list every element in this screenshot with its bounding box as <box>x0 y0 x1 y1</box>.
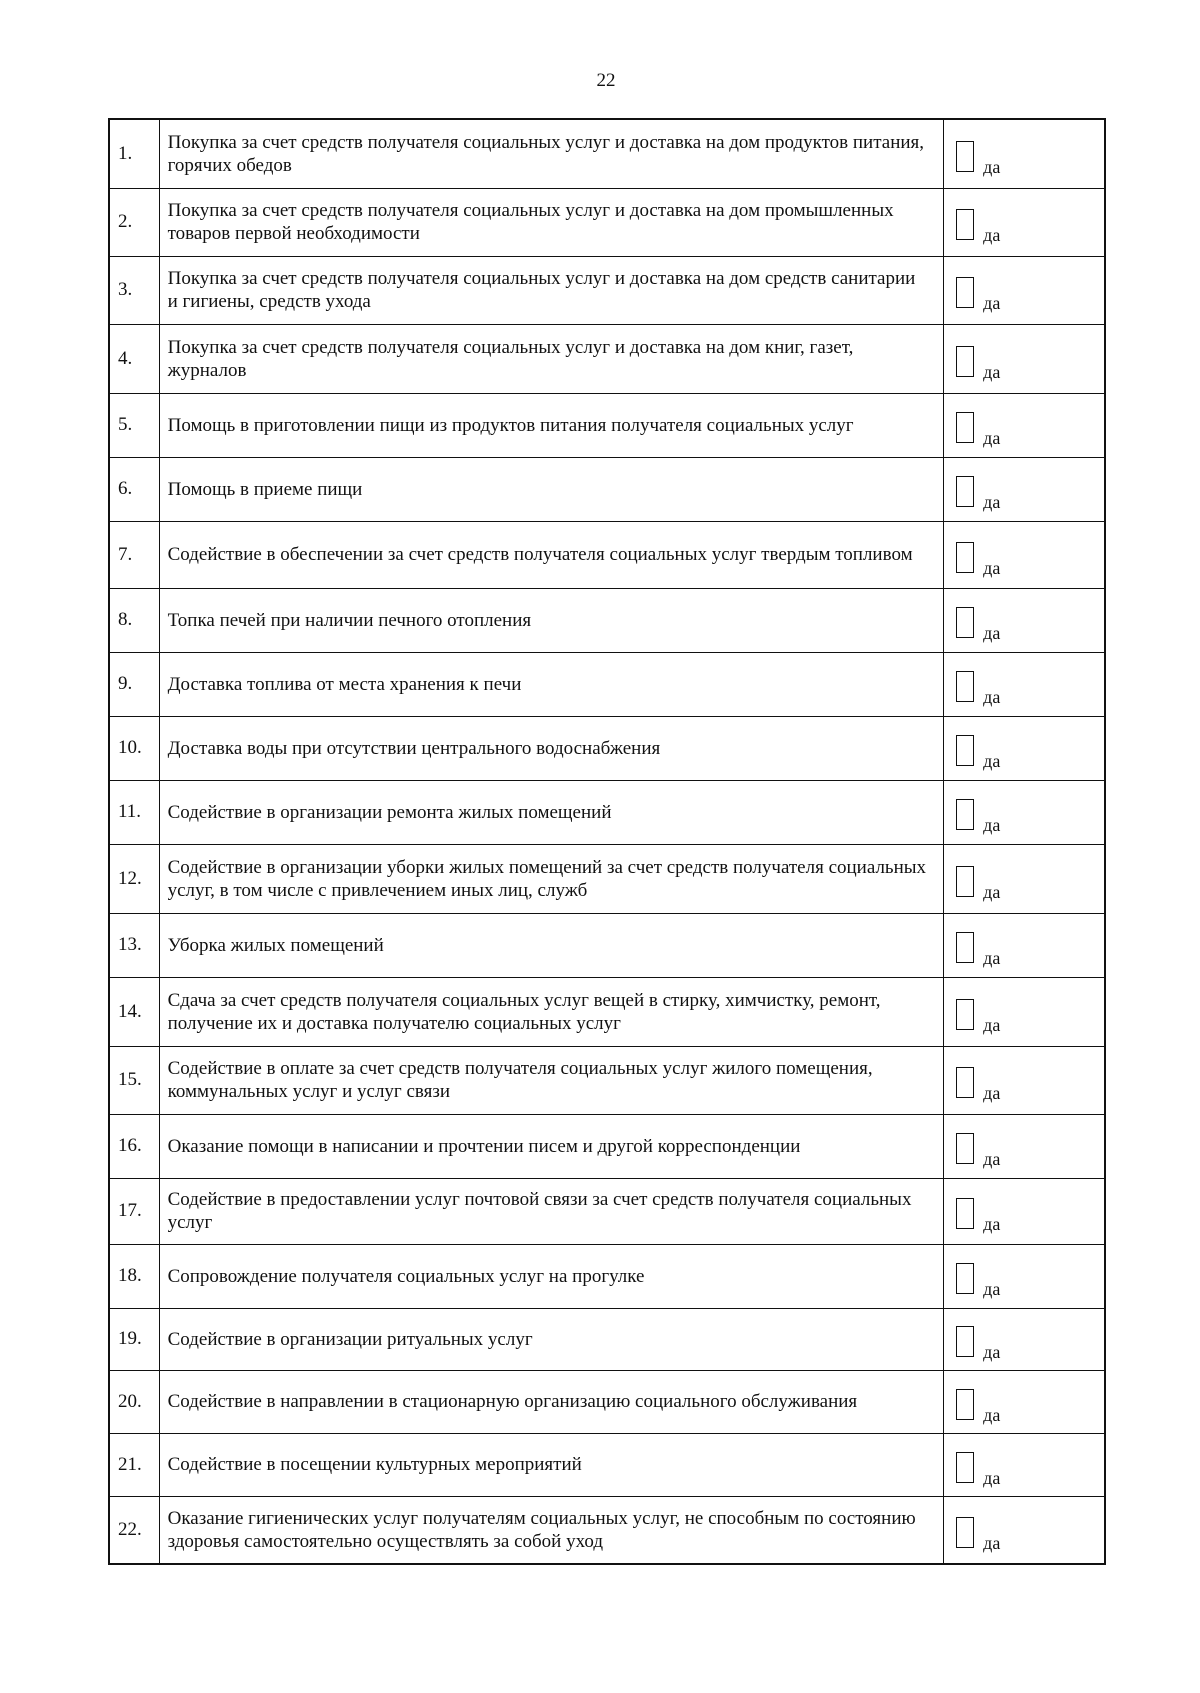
table-row <box>109 324 1105 393</box>
row-number: 14. <box>109 977 159 1046</box>
checkbox-label: да <box>983 293 1001 313</box>
table-row <box>109 780 1105 844</box>
checkbox-label: да <box>983 1083 1001 1103</box>
row-number: 9. <box>109 652 159 716</box>
checkbox-group[interactable] <box>956 1321 1104 1362</box>
checkbox-cell <box>944 1114 1105 1178</box>
checkbox-label: да <box>983 1404 1001 1425</box>
service-description: Оказание помощи в написании и прочтении писем и другой корреспонденции <box>159 1114 944 1178</box>
checkbox-group[interactable] <box>956 471 1104 512</box>
row-number: 2. <box>109 188 159 256</box>
table-row <box>109 1046 1105 1114</box>
checkbox-label: да <box>983 1467 1001 1488</box>
checkbox-group[interactable] <box>956 794 1104 835</box>
checkbox-label: да <box>983 361 1001 382</box>
checkbox-icon[interactable] <box>956 999 974 1030</box>
row-number: 13. <box>109 913 159 977</box>
checkbox-group[interactable] <box>956 537 1104 578</box>
service-description: Помощь в приеме пищи <box>159 457 944 521</box>
services-table <box>108 118 1106 1565</box>
table-row <box>109 1308 1105 1370</box>
checkbox-icon[interactable] <box>956 1452 974 1483</box>
checkbox-cell <box>944 1433 1105 1496</box>
checkbox-cell <box>944 844 1105 913</box>
checkbox-cell <box>944 588 1105 652</box>
checkbox-label: да <box>983 751 1001 771</box>
page-number: 22 <box>596 70 616 91</box>
table-row <box>109 1370 1105 1433</box>
checkbox-icon[interactable] <box>956 412 974 443</box>
checkbox-cell <box>944 119 1105 188</box>
service-description: Сдача за счет средств получателя социальных услуг вещей в стирку, химчистку, ремонт, получение их и доставка получателю социальных услуг <box>159 977 944 1046</box>
checkbox-group[interactable] <box>956 1447 1104 1488</box>
checkbox-group[interactable] <box>956 994 1104 1035</box>
checkbox-icon[interactable] <box>956 735 974 766</box>
row-number: 21. <box>109 1433 159 1496</box>
checkbox-icon[interactable] <box>956 346 974 377</box>
checkbox-icon[interactable] <box>956 1389 974 1420</box>
checkbox-label: да <box>983 1149 1001 1169</box>
checkbox-icon[interactable] <box>956 1198 974 1229</box>
row-number: 10. <box>109 716 159 780</box>
checkbox-label: да <box>983 156 1001 177</box>
row-number: 16. <box>109 1114 159 1178</box>
row-number: 12. <box>109 844 159 913</box>
checkbox-icon[interactable] <box>956 277 974 308</box>
checkbox-group[interactable] <box>956 1062 1104 1103</box>
checkbox-group[interactable] <box>956 861 1104 902</box>
checkbox-cell <box>944 188 1105 256</box>
row-number: 20. <box>109 1370 159 1433</box>
row-number: 1. <box>109 119 159 188</box>
checkbox-group[interactable] <box>956 1258 1104 1299</box>
checkbox-icon[interactable] <box>956 1326 974 1357</box>
checkbox-cell <box>944 457 1105 521</box>
checkbox-cell <box>944 393 1105 457</box>
service-description: Содействие в организации ритуальных услуг <box>159 1308 944 1370</box>
checkbox-label: да <box>983 1342 1001 1362</box>
checkbox-label: да <box>983 225 1001 245</box>
table-row <box>109 1244 1105 1308</box>
checkbox-cell <box>944 521 1105 588</box>
table-row <box>109 393 1105 457</box>
row-number: 5. <box>109 393 159 457</box>
table-row <box>109 716 1105 780</box>
checkbox-cell <box>944 1178 1105 1244</box>
checkbox-label: да <box>983 815 1001 835</box>
service-description: Содействие в организации уборки жилых помещений за счет средств получателя социальных услуг, в том числе с привлечением иных лиц, служб <box>159 844 944 913</box>
checkbox-group[interactable] <box>956 341 1104 382</box>
checkbox-label: да <box>983 687 1001 707</box>
checkbox-label: да <box>983 428 1001 448</box>
checkbox-cell <box>944 780 1105 844</box>
service-description: Помощь в приготовлении пищи из продуктов питания получателя социальных услуг <box>159 393 944 457</box>
checkbox-group[interactable] <box>956 730 1104 771</box>
checkbox-cell <box>944 1046 1105 1114</box>
checkbox-cell <box>944 324 1105 393</box>
row-number: 7. <box>109 521 159 588</box>
table-row <box>109 1114 1105 1178</box>
checkbox-cell <box>944 716 1105 780</box>
table-row <box>109 588 1105 652</box>
checkbox-label: да <box>983 557 1001 578</box>
table-row <box>109 188 1105 256</box>
checkbox-label: да <box>983 623 1001 643</box>
checkbox-label: да <box>983 1214 1001 1234</box>
row-number: 8. <box>109 588 159 652</box>
checkbox-group[interactable] <box>956 666 1104 707</box>
row-number: 22. <box>109 1496 159 1564</box>
checkbox-icon[interactable] <box>956 866 974 897</box>
checkbox-group[interactable] <box>956 1512 1104 1553</box>
service-description: Топка печей при наличии печного отопления <box>159 588 944 652</box>
service-description: Содействие в организации ремонта жилых помещений <box>159 780 944 844</box>
checkbox-group[interactable] <box>956 136 1104 177</box>
checkbox-icon[interactable] <box>956 1263 974 1294</box>
service-description: Покупка за счет средств получателя социальных услуг и доставка на дом книг, газет, журналов <box>159 324 944 393</box>
table-row <box>109 844 1105 913</box>
checkbox-cell <box>944 652 1105 716</box>
checkbox-icon[interactable] <box>956 607 974 638</box>
service-description: Покупка за счет средств получателя социальных услуг и доставка на дом средств санитарии и гигиены, средств ухода <box>159 256 944 324</box>
service-description: Содействие в посещении культурных мероприятий <box>159 1433 944 1496</box>
service-description: Содействие в оплате за счет средств получателя социальных услуг жилого помещения, коммунальных услуг и услуг связи <box>159 1046 944 1114</box>
row-number: 6. <box>109 457 159 521</box>
checkbox-cell <box>944 1496 1105 1564</box>
table-row <box>109 977 1105 1046</box>
service-description: Содействие в направлении в стационарную организацию социального обслуживания <box>159 1370 944 1433</box>
row-number: 18. <box>109 1244 159 1308</box>
checkbox-icon[interactable] <box>956 1067 974 1098</box>
service-description: Покупка за счет средств получателя социальных услуг и доставка на дом продуктов питания, горячих обедов <box>159 119 944 188</box>
table-row <box>109 521 1105 588</box>
table-row <box>109 119 1105 188</box>
checkbox-icon[interactable] <box>956 932 974 963</box>
checkbox-group[interactable] <box>956 204 1104 245</box>
checkbox-label: да <box>983 1014 1001 1035</box>
row-number: 11. <box>109 780 159 844</box>
row-number: 19. <box>109 1308 159 1370</box>
service-description: Покупка за счет средств получателя социальных услуг и доставка на дом промышленных товаров первой необходимости <box>159 188 944 256</box>
checkbox-icon[interactable] <box>956 671 974 702</box>
service-description: Доставка воды при отсутствии центрального водоснабжения <box>159 716 944 780</box>
checkbox-icon[interactable] <box>956 141 974 172</box>
checkbox-label: да <box>983 881 1001 902</box>
service-description: Уборка жилых помещений <box>159 913 944 977</box>
checkbox-cell <box>944 913 1105 977</box>
checkbox-group[interactable] <box>956 1384 1104 1425</box>
row-number: 17. <box>109 1178 159 1244</box>
checkbox-icon[interactable] <box>956 1133 974 1164</box>
checkbox-group[interactable] <box>956 407 1104 448</box>
row-number: 15. <box>109 1046 159 1114</box>
service-description: Содействие в обеспечении за счет средств получателя социальных услуг твердым топливом <box>159 521 944 588</box>
checkbox-group[interactable] <box>956 1128 1104 1169</box>
checkbox-label: да <box>983 948 1001 968</box>
table-row <box>109 256 1105 324</box>
checkbox-group[interactable] <box>956 602 1104 643</box>
checkbox-icon[interactable] <box>956 209 974 240</box>
checkbox-cell <box>944 1244 1105 1308</box>
table-row <box>109 457 1105 521</box>
checkbox-icon[interactable] <box>956 1517 974 1548</box>
table-row <box>109 1496 1105 1564</box>
service-description: Доставка топлива от места хранения к печи <box>159 652 944 716</box>
checkbox-cell <box>944 977 1105 1046</box>
row-number: 4. <box>109 324 159 393</box>
checkbox-icon[interactable] <box>956 799 974 830</box>
checkbox-group[interactable] <box>956 272 1104 313</box>
service-description: Сопровождение получателя социальных услуг на прогулке <box>159 1244 944 1308</box>
checkbox-label: да <box>983 1532 1001 1553</box>
table-row <box>109 913 1105 977</box>
service-description: Содействие в предоставлении услуг почтовой связи за счет средств получателя социальных услуг <box>159 1178 944 1244</box>
table-row <box>109 652 1105 716</box>
checkbox-cell <box>944 1370 1105 1433</box>
table-row <box>109 1433 1105 1496</box>
services-table-body <box>109 119 1105 1564</box>
row-number: 3. <box>109 256 159 324</box>
checkbox-icon[interactable] <box>956 542 974 573</box>
checkbox-cell <box>944 1308 1105 1370</box>
table-row <box>109 1178 1105 1244</box>
checkbox-group[interactable] <box>956 1193 1104 1234</box>
checkbox-cell <box>944 256 1105 324</box>
checkbox-label: да <box>983 1279 1001 1299</box>
checkbox-icon[interactable] <box>956 476 974 507</box>
service-description: Оказание гигиенических услуг получателям социальных услуг, не способным по состоянию здоровья самостоятельно осуществлять за собой уход <box>159 1496 944 1564</box>
checkbox-label: да <box>983 492 1001 512</box>
checkbox-group[interactable] <box>956 927 1104 968</box>
